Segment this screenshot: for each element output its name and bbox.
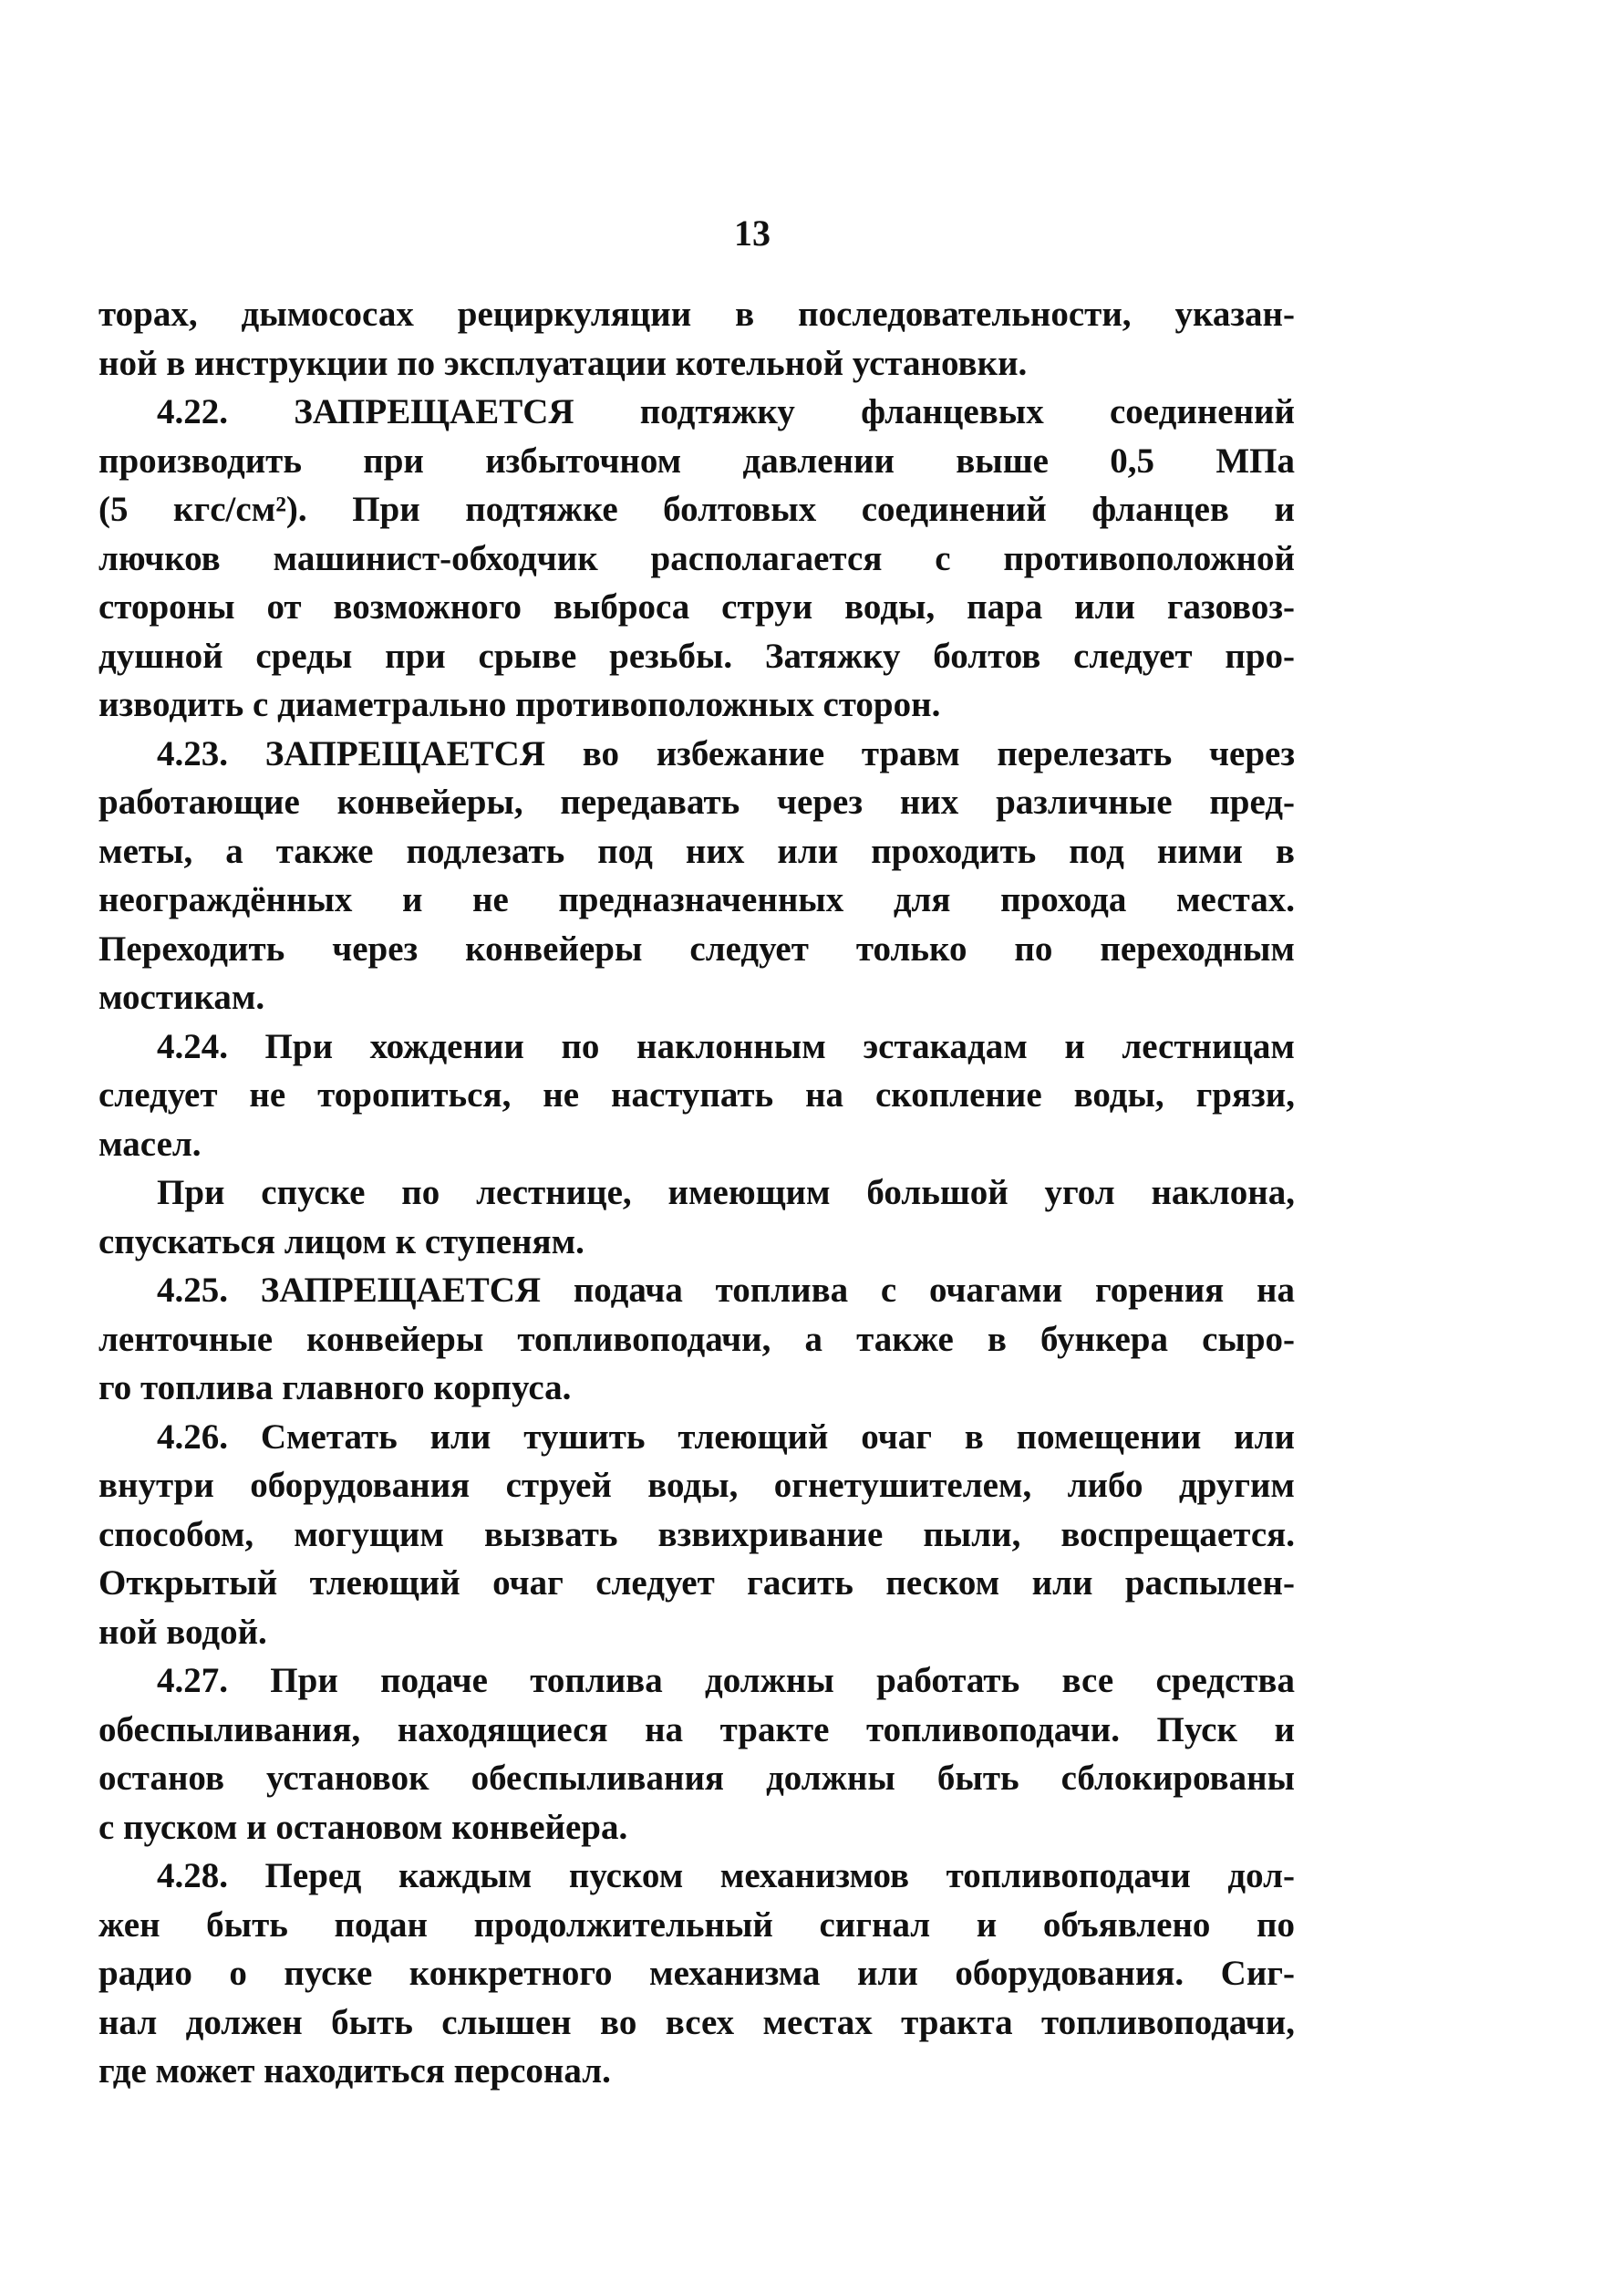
text-line: торах, дымососах рециркуляции в последовательности, указан- bbox=[98, 295, 1295, 334]
text-line: внутри оборудования струей воды, огнетушителем, либо другим bbox=[98, 1466, 1295, 1505]
text-line: следует не торопиться, не наступать на скопление воды, грязи, bbox=[98, 1075, 1295, 1115]
text-line: обеспыливания, находящиеся на тракте топливоподачи. Пуск и bbox=[98, 1709, 1295, 1749]
text-line: ной водой. bbox=[98, 1612, 267, 1652]
body-text bbox=[98, 290, 1295, 2096]
text-line: ленточные конвейеры топливоподачи, а также в бункера сыро- bbox=[98, 1319, 1295, 1359]
text-line: 4.26. Сметать или тушить тлеющий очаг в помещении или bbox=[157, 1416, 1295, 1457]
paragraph-4-26 bbox=[98, 1413, 1295, 1657]
text-line: 4.28. Перед каждым пуском механизмов топливоподачи дол- bbox=[157, 1856, 1295, 1895]
text-line: производить при избыточном давлении выше 0,5 МПа bbox=[98, 441, 1295, 481]
text-line: спускаться лицом к ступеням. bbox=[98, 1221, 584, 1261]
text-line: стороны от возможного выброса струи воды, пара или газовоз- bbox=[98, 587, 1295, 627]
paragraph-4-24-stairs bbox=[98, 1168, 1295, 1266]
text-line: мостикам. bbox=[98, 978, 265, 1017]
text-line: с пуском и остановом конвейера. bbox=[98, 1807, 628, 1847]
text-line: При спуске по лестнице, имеющим большой угол наклона, bbox=[157, 1173, 1295, 1212]
text-line: способом, могущим вызвать взвихривание пыли, воспрещается. bbox=[98, 1514, 1295, 1554]
paragraph-continuation bbox=[98, 290, 1295, 388]
text-line: жен быть подан продолжительный сигнал и объявлено по bbox=[98, 1904, 1295, 1945]
text-line: 4.24. При хождении по наклонным эстакадам и лестницам bbox=[157, 1026, 1295, 1066]
text-line: душной среды при срыве резьбы. Затяжку болтов следует про- bbox=[98, 636, 1295, 676]
text-line: лючков машинист-обходчик располагается с противоположной bbox=[98, 538, 1295, 578]
text-line: работающие конвейеры, передавать через них различные пред- bbox=[98, 783, 1295, 822]
text-line: Открытый тлеющий очаг следует гасить песком или распылен- bbox=[98, 1563, 1295, 1603]
text-line: останов установок обеспыливания должны быть сблокированы bbox=[98, 1759, 1295, 1798]
text-line: ной в инструкции по эксплуатации котельной установки. bbox=[98, 343, 1028, 383]
page-number: 13 bbox=[734, 213, 771, 254]
text-line: 4.22. ЗАПРЕЩАЕТСЯ подтяжку фланцевых соединений bbox=[157, 392, 1295, 431]
text-line: масел. bbox=[98, 1124, 202, 1164]
text-line: радио о пуске конкретного механизма или оборудования. Сиг- bbox=[98, 1954, 1295, 1993]
paragraph-4-25 bbox=[98, 1266, 1295, 1413]
paragraph-4-24 bbox=[98, 1022, 1295, 1169]
text-line: изводить с диаметрально противоположных сторон. bbox=[98, 685, 941, 724]
text-line: нал должен быть слышен во всех местах тракта топливоподачи, bbox=[98, 2002, 1295, 2042]
text-line: меты, а также подлезать под них или проходить под ними в bbox=[98, 831, 1295, 871]
text-line: Переходить через конвейеры следует только по переходным bbox=[98, 929, 1295, 969]
paragraph-4-23 bbox=[98, 730, 1295, 1022]
text-line: 4.25. ЗАПРЕЩАЕТСЯ подача топлива с очагами горения на bbox=[157, 1271, 1295, 1310]
text-line: 4.23. ЗАПРЕЩАЕТСЯ во избежание травм перелезать через bbox=[157, 733, 1295, 773]
paragraph-4-27 bbox=[98, 1656, 1295, 1852]
paragraph-4-28 bbox=[98, 1852, 1295, 2096]
text-line: где может находиться персонал. bbox=[98, 2051, 611, 2091]
text-line: го топлива главного корпуса. bbox=[98, 1368, 572, 1407]
text-line: неограждённых и не предназначенных для прохода местах. bbox=[98, 880, 1295, 919]
text-line: 4.27. При подаче топлива должны работать все средства bbox=[157, 1661, 1295, 1700]
text-line: (5 кгс/см²). При подтяжке болтовых соединений фланцев и bbox=[98, 490, 1295, 529]
paragraph-4-22 bbox=[98, 388, 1295, 730]
